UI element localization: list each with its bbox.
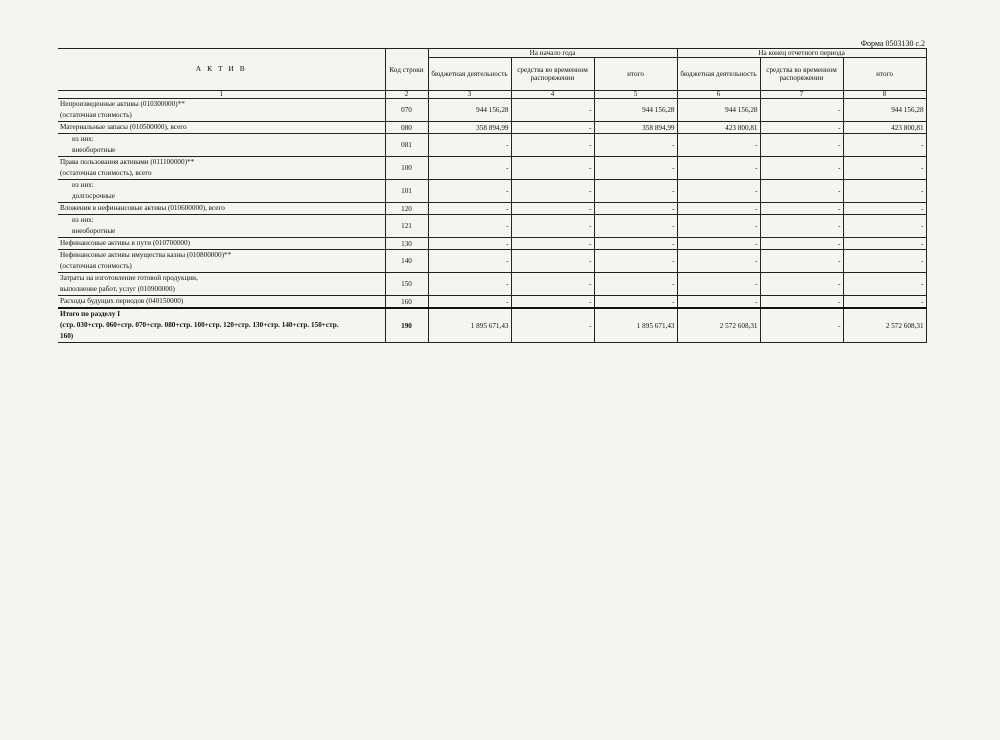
value-cell: -	[843, 180, 926, 203]
value-cell: -	[428, 157, 511, 180]
row-label	[58, 157, 385, 180]
value-cell: -	[428, 250, 511, 273]
value-cell: -	[760, 203, 843, 215]
value-cell: -	[760, 134, 843, 157]
value-cell: -	[428, 215, 511, 238]
value-cell: 423 800,81	[677, 122, 760, 134]
table-row	[58, 203, 926, 215]
row-label-line: Права пользования активами (011100000)**	[60, 158, 195, 167]
value-cell: 944 156,28	[594, 99, 677, 122]
value-cell: -	[511, 308, 594, 343]
row-label	[58, 238, 385, 250]
row-label	[58, 296, 385, 309]
value-cell: -	[594, 134, 677, 157]
table-row	[58, 250, 926, 273]
value-cell: -	[511, 238, 594, 250]
value-cell: -	[511, 215, 594, 238]
table-row	[58, 134, 926, 157]
table-row	[58, 99, 926, 122]
row-code: 190	[385, 308, 428, 343]
value-cell: -	[428, 238, 511, 250]
row-label-line: Материальные запасы (010500000), всего	[60, 123, 187, 132]
header-temp-end: средства во временном распоряжении	[760, 58, 843, 91]
form-label: Форма 0503130 с.2	[860, 39, 925, 48]
row-label-line: из них:	[72, 216, 94, 225]
row-label-line: выполнение работ, услуг (010900000)	[60, 285, 175, 294]
value-cell: -	[511, 296, 594, 309]
column-number: 3	[428, 91, 511, 99]
row-code: 100	[385, 157, 428, 180]
row-label-line: Расходы будущих периодов (040150000)	[60, 297, 184, 306]
row-label	[58, 180, 385, 203]
row-label-line: (остаточная стоимость)	[60, 111, 132, 120]
row-label-line: долгосрочные	[72, 192, 115, 201]
value-cell: -	[677, 203, 760, 215]
row-label	[58, 215, 385, 238]
value-cell: -	[594, 296, 677, 309]
column-number: 4	[511, 91, 594, 99]
column-number: 2	[385, 91, 428, 99]
value-cell: 944 156,28	[677, 99, 760, 122]
value-cell: -	[677, 273, 760, 296]
value-cell: -	[760, 122, 843, 134]
value-cell: -	[677, 157, 760, 180]
value-cell: 944 156,28	[428, 99, 511, 122]
value-cell: -	[760, 215, 843, 238]
row-code: 101	[385, 180, 428, 203]
header-code: Код строки	[385, 49, 428, 91]
value-cell: -	[511, 157, 594, 180]
table-row	[58, 273, 926, 296]
value-cell: -	[760, 273, 843, 296]
header-start-group: На начало года	[428, 49, 677, 58]
row-label-line: Вложения в нефинансовые активы (010600000), всего	[60, 204, 225, 213]
row-label-line: внеоборотные	[72, 146, 116, 155]
row-code: 140	[385, 250, 428, 273]
table-row	[58, 215, 926, 238]
value-cell: -	[760, 99, 843, 122]
value-cell: -	[843, 296, 926, 309]
row-label	[58, 203, 385, 215]
table-row	[58, 296, 926, 309]
header-end-group: На конец отчетного периода	[677, 49, 926, 58]
row-code: 081	[385, 134, 428, 157]
row-label-line: Непроизведенные активы (010300000)**	[60, 100, 185, 109]
value-cell: 358 894,99	[428, 122, 511, 134]
header-temp-start: средства во временном распоряжении	[511, 58, 594, 91]
value-cell: -	[677, 250, 760, 273]
value-cell: -	[843, 250, 926, 273]
row-code: 130	[385, 238, 428, 250]
value-cell: -	[677, 134, 760, 157]
row-label-line: из них:	[72, 135, 94, 144]
row-code: 080	[385, 122, 428, 134]
table-row	[58, 180, 926, 203]
value-cell: 1 895 671,43	[594, 308, 677, 343]
value-cell: -	[511, 203, 594, 215]
value-cell: -	[843, 215, 926, 238]
value-cell: -	[511, 134, 594, 157]
column-number: 5	[594, 91, 677, 99]
row-label-line: Затраты на изготовление готовой продукции,	[60, 274, 198, 283]
row-label-line: 160)	[60, 332, 74, 341]
row-label-line: Нефинансовые активы имущества казны (010800000)**	[60, 251, 232, 260]
row-label-line: из них:	[72, 181, 94, 190]
value-cell: -	[594, 203, 677, 215]
value-cell: 944 156,28	[843, 99, 926, 122]
assets-table	[58, 48, 927, 343]
table-row	[58, 122, 926, 134]
value-cell: -	[760, 238, 843, 250]
value-cell: -	[511, 122, 594, 134]
header-total-end: итого	[843, 58, 926, 91]
row-label-line: (остаточная стоимость), всего	[60, 169, 152, 178]
header-budget-start: бюджетная деятельность	[428, 58, 511, 91]
row-label-line: Нефинансовые активы в пути (010700000)	[60, 239, 190, 248]
column-number: 8	[843, 91, 926, 99]
table-row	[58, 157, 926, 180]
row-label-line: (остаточная стоимость)	[60, 262, 132, 271]
row-code: 070	[385, 99, 428, 122]
row-label	[58, 134, 385, 157]
value-cell: -	[428, 296, 511, 309]
value-cell: -	[428, 180, 511, 203]
column-number: 1	[58, 91, 385, 99]
column-number: 6	[677, 91, 760, 99]
row-label	[58, 250, 385, 273]
value-cell: -	[677, 238, 760, 250]
value-cell: -	[428, 273, 511, 296]
row-label	[58, 122, 385, 134]
row-label-line: (стр. 030+стр. 060+стр. 070+стр. 080+стр. 100+стр. 120+стр. 130+стр. 140+стр. 150+стр.	[60, 321, 339, 330]
total-row	[58, 308, 926, 343]
value-cell: -	[760, 308, 843, 343]
value-cell: -	[843, 134, 926, 157]
value-cell: -	[594, 180, 677, 203]
value-cell: -	[843, 273, 926, 296]
value-cell: -	[511, 250, 594, 273]
value-cell: -	[594, 157, 677, 180]
value-cell: 423 800,81	[843, 122, 926, 134]
value-cell: -	[760, 157, 843, 180]
value-cell: -	[594, 250, 677, 273]
row-label	[58, 273, 385, 296]
value-cell: -	[843, 238, 926, 250]
value-cell: -	[760, 250, 843, 273]
value-cell: -	[511, 273, 594, 296]
value-cell: -	[511, 180, 594, 203]
value-cell: -	[428, 134, 511, 157]
value-cell: -	[594, 273, 677, 296]
value-cell: -	[760, 180, 843, 203]
row-code: 121	[385, 215, 428, 238]
value-cell: 2 572 608,31	[843, 308, 926, 343]
value-cell: -	[428, 203, 511, 215]
value-cell: -	[511, 99, 594, 122]
row-label	[58, 99, 385, 122]
row-code: 120	[385, 203, 428, 215]
value-cell: -	[760, 296, 843, 309]
row-label-line: внеоборотные	[72, 227, 116, 236]
value-cell: 2 572 608,31	[677, 308, 760, 343]
column-number: 7	[760, 91, 843, 99]
value-cell: -	[843, 203, 926, 215]
value-cell: -	[594, 215, 677, 238]
value-cell: 358 894,99	[594, 122, 677, 134]
value-cell: -	[843, 157, 926, 180]
value-cell: -	[594, 238, 677, 250]
column-numbers-row	[58, 91, 926, 99]
value-cell: -	[677, 296, 760, 309]
header-budget-end: бюджетная деятельность	[677, 58, 760, 91]
value-cell: 1 895 671,43	[428, 308, 511, 343]
value-cell: -	[677, 215, 760, 238]
row-label-line: Итого по разделу I	[60, 310, 121, 319]
value-cell: -	[677, 180, 760, 203]
row-code: 150	[385, 273, 428, 296]
table-row	[58, 238, 926, 250]
header-activ: А К Т И В	[58, 49, 385, 91]
row-label	[58, 308, 385, 343]
row-code: 160	[385, 296, 428, 309]
header-total-start: итого	[594, 58, 677, 91]
